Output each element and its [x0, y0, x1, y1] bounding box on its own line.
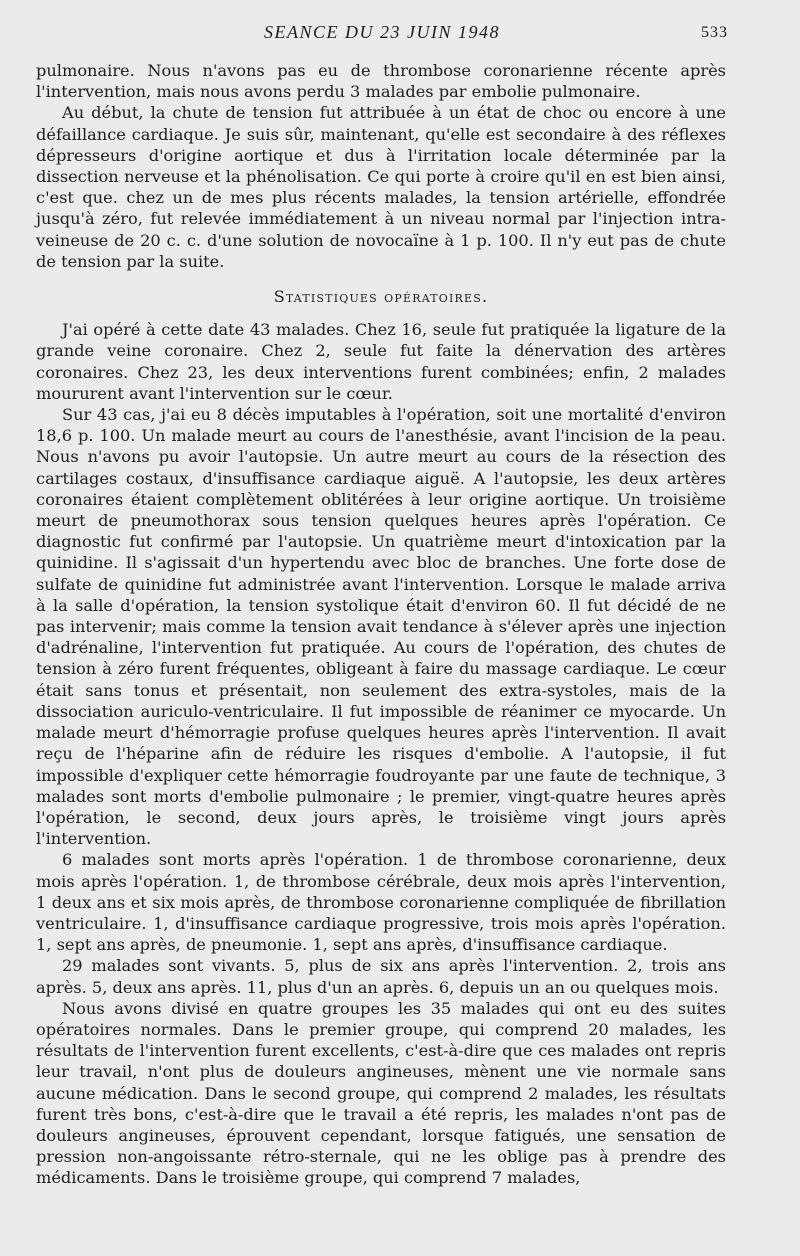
body-text	[36, 60, 726, 1189]
paragraph: pulmonaire. Nous n'avons pas eu de thrombose coronarienne récente après l'intervention, mais nous avons perdu 3 malades par embolie pulmonaire.	[36, 61, 726, 102]
paragraph: 6 malades sont morts après l'opération. 1 de thrombose coronarienne, deux mois après l'opération. 1, de thrombose cérébrale, deux mois après l'intervention, 1 deux ans et six mois après, de thrombose coronarienne compliquée de fibrillation ventriculaire. 1, d'insuffisance cardiaque progressive, trois mois après l'opération. 1, sept ans après, de pneumonie. 1, sept ans après, d'insuffisance cardiaque.	[36, 850, 726, 955]
running-head: SEANCE DU 23 JUIN 1948	[264, 22, 500, 42]
page-number: 533	[701, 24, 728, 41]
paragraph: J'ai opéré à cette date 43 malades. Chez 16, seule fut pratiquée la ligature de la grande veine coronaire. Chez 2, seule fut faite la dénervation des artères coronaires. Chez 23, les deux interventions furent combinées; enfin, 2 malades moururent avant l'intervention sur le cœur.	[36, 320, 726, 403]
section-heading: Statistiques opératoires.	[273, 287, 489, 307]
paragraph: 29 malades sont vivants. 5, plus de six ans après l'intervention. 2, trois ans après. 5, deux ans après. 11, plus d'un an après. 6, depuis un an ou quelques mois.	[36, 956, 726, 997]
paragraph: Sur 43 cas, j'ai eu 8 décès imputables à l'opération, soit une mortalité d'environ 18,6 p. 100. Un malade meurt au cours de l'anesthésie, avant l'incision de la peau. Nous n'avons pu avoir l'autopsie. Un autre meurt au cours de la résection des cartilages costaux, d'insuffisance cardiaque aiguë. A l'autopsie, les deux artères coronaires étaient complètement oblitérées à leur origine aortique. Un troisième meurt de pneumothorax sous tension quelques heures après l'opération. Ce diagnostic fut confirmé par l'autopsie. Un quatrième meurt d'intoxication par la quinidine. Il s'agissait d'un hypertendu avec bloc de branches. Une forte dose de sulfate de quinidine fut administrée avant l'intervention. Lorsque le malade arriva à la salle d'opération, la tension systolique était d'environ 60. Il fut décidé de ne pas intervenir; mais comme la tension avait tendance à s'élever après une injection d'adrénaline, l'intervention fut pratiquée. Au cours de l'opération, des chutes de tension à zéro furent fréquentes, obligeant à faire du massage cardiaque. Le cœur était sans tonus et présentait, non seulement des extra-systoles, mais de la dissociation auriculo-ventriculaire. Il fut impossible de réanimer ce myocarde. Un malade meurt d'hémorragie profuse quelques heures après l'intervention. Il avait reçu de l'héparine afin de réduire les risques d'embolie. A l'autopsie, il fut impossible d'expliquer cette hémorragie foudroyante par une faute de technique, 3 malades sont morts d'embolie pulmonaire ; le premier, vingt-quatre heures après l'opération, le second, deux jours après, le troisième vingt jours après l'intervention.	[36, 405, 726, 849]
paragraph: Au début, la chute de tension fut attribuée à un état de choc ou encore à une défaillance cardiaque. Je suis sûr, maintenant, qu'elle est secondaire à des réflexes dépresseurs d'origine aortique et dus à l'irritation locale déterminée par la dissection nerveuse et la phénolisation. Ce qui porte à croire qu'il en est bien ainsi, c'est que. chez un de mes plus récents malades, la tension artérielle, effondrée jusqu'à zéro, fut relevée immédiatement à un niveau normal par l'injection intra-veineuse de 20 c. c. d'une solution de novocaïne à 1 p. 100. Il n'y eut pas de chute de tension par la suite.	[36, 103, 726, 271]
paragraph: Nous avons divisé en quatre groupes les 35 malades qui ont eu des suites opératoires normales. Dans le premier groupe, qui comprend 20 malades, les résultats de l'intervention furent excellents, c'est-à-dire que ces malades ont repris leur travail, n'ont plus de douleurs angineuses, mènent une vie normale sans aucune médication. Dans le second groupe, qui comprend 2 malades, les résultats furent très bons, c'est-à-dire que le travail a été repris, les malades n'ont pas de douleurs angineuses, éprouvent cependant, lorsque fatigués, une sensation de pression non-angoissante rétro-sternale, qui ne les oblige pas à prendre des médicaments. Dans le troisième groupe, qui comprend 7 malades,	[36, 998, 726, 1188]
page-header	[36, 22, 728, 44]
